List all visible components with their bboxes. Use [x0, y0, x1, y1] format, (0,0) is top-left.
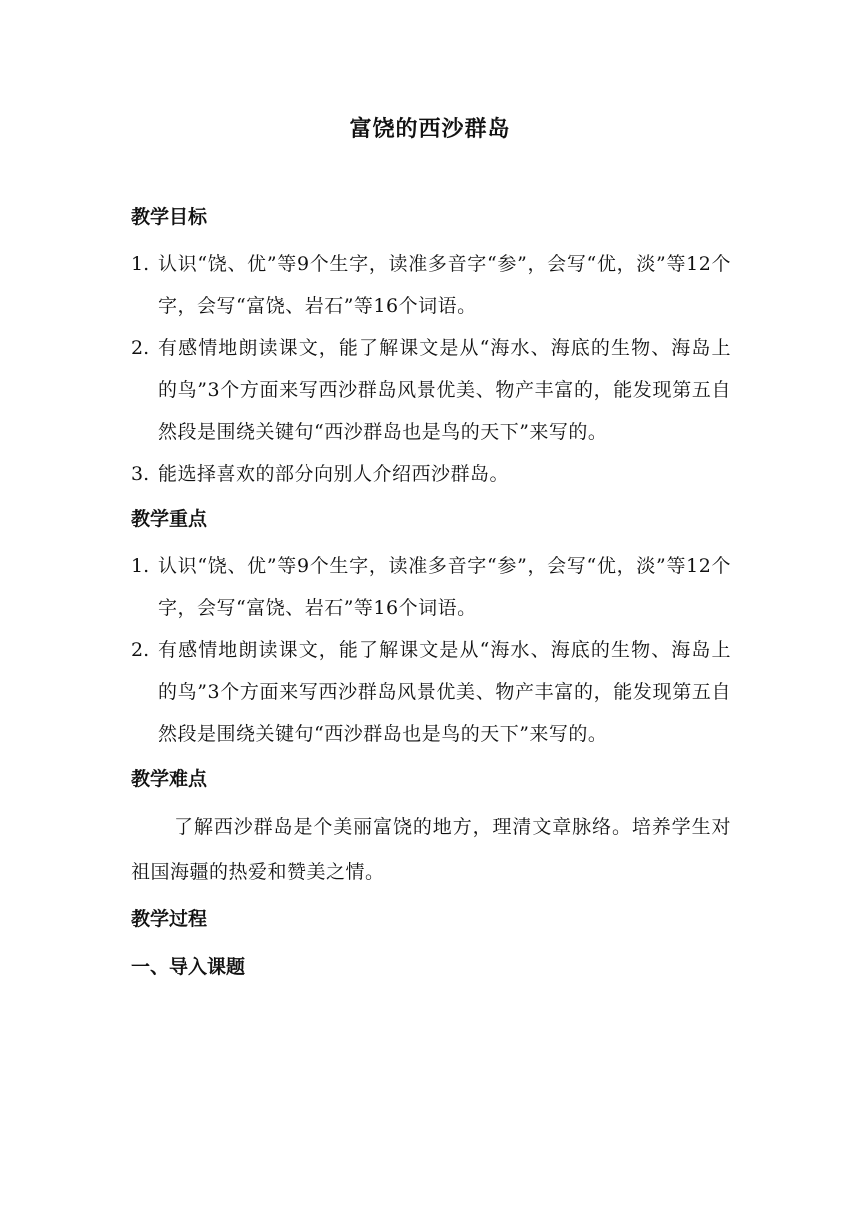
- goals-item-2: [131, 327, 731, 453]
- goals-heading: 教学目标: [131, 206, 208, 228]
- key-points-item-2: [131, 629, 731, 755]
- document-body: [131, 201, 731, 993]
- key-points-item-1-number: 1.: [131, 555, 150, 577]
- intro-heading: 一、导入课题: [131, 956, 246, 978]
- goals-item-1-number: 1.: [131, 253, 150, 275]
- goals-item-3-number: 3.: [131, 463, 150, 485]
- goals-item-1-text: 认识“饶、优”等9个生字，读准多音字“参”，会写“优，淡”等12个字，会写“富饶、岩石”等16个词语。: [158, 253, 731, 317]
- key-points-item-2-text: 有感情地朗读课文，能了解课文是从“海水、海底的生物、海岛上的鸟”3个方面来写西沙群岛风景优美、物产丰富的，能发现第五自然段是围绕关键句“西沙群岛也是鸟的天下”来写的。: [158, 639, 731, 745]
- goals-item-3-text: 能选择喜欢的部分向别人介绍西沙群岛。: [158, 463, 510, 485]
- process-heading: 教学过程: [131, 908, 208, 930]
- difficulty-section: [131, 763, 731, 895]
- key-points-item-2-number: 2.: [131, 639, 150, 661]
- goals-item-2-text: 有感情地朗读课文，能了解课文是从“海水、海底的生物、海岛上的鸟”3个方面来写西沙群岛风景优美、物产丰富的，能发现第五自然段是围绕关键句“西沙群岛也是鸟的天下”来写的。: [158, 337, 731, 443]
- difficulty-text: 了解西沙群岛是个美丽富饶的地方，理清文章脉络。培养学生对祖国海疆的热爱和赞美之情。: [131, 816, 731, 883]
- key-points-heading: 教学重点: [131, 508, 208, 530]
- document-title: 富饶的西沙群岛: [349, 117, 511, 142]
- key-points-item-1: [131, 545, 731, 629]
- goals-section: [131, 201, 731, 495]
- key-points-section: [131, 503, 731, 755]
- goals-item-3: [131, 453, 731, 495]
- difficulty-heading: 教学难点: [131, 768, 208, 790]
- goals-item-1: [131, 243, 731, 327]
- key-points-item-1-text: 认识“饶、优”等9个生字，读准多音字“参”，会写“优，淡”等12个字，会写“富饶、岩石”等16个词语。: [158, 555, 731, 619]
- goals-item-2-number: 2.: [131, 337, 150, 359]
